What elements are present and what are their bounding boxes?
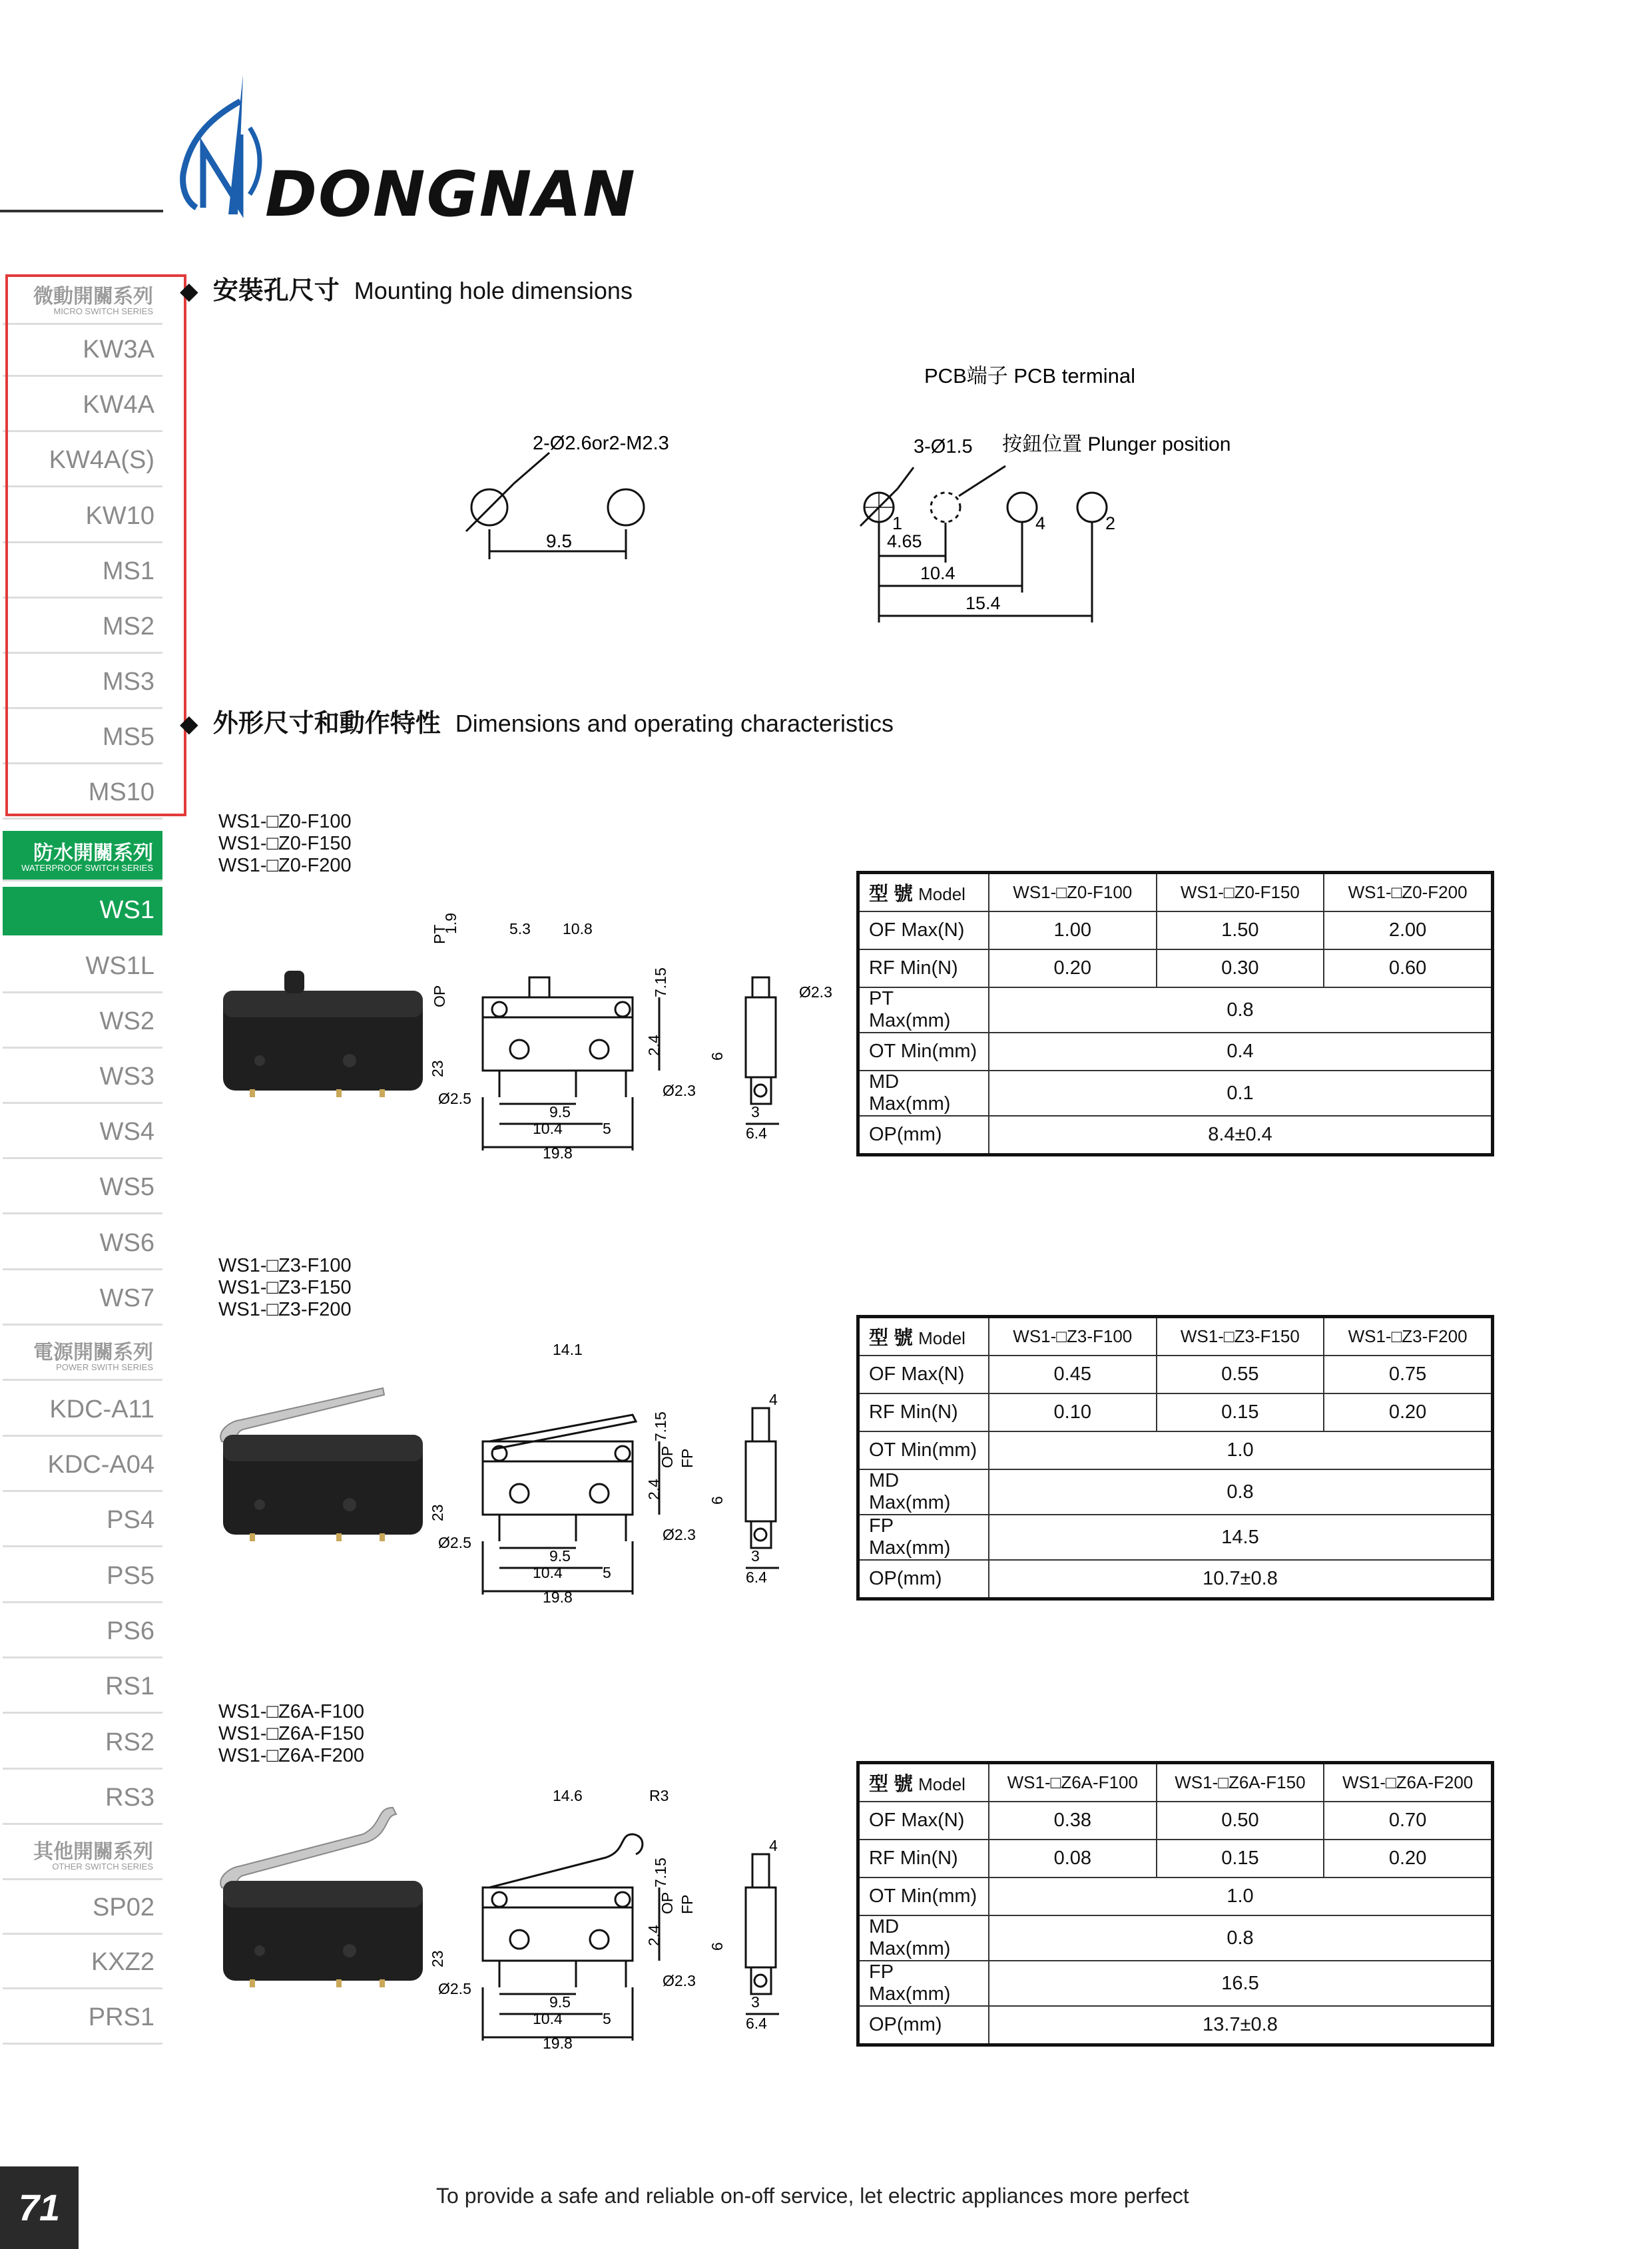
column-header: WS1-□Z6A-F150	[1157, 1763, 1324, 1802]
sidebar-item-label: WS1	[99, 896, 154, 924]
sidebar-item-ps5[interactable]	[3, 1553, 162, 1603]
dimension-label: 5	[603, 1564, 611, 1581]
dimension-label: 2.4	[645, 1479, 663, 1500]
svg-text:2: 2	[1105, 513, 1116, 533]
model-name: WS1-□Z6A-F150	[218, 1723, 364, 1744]
sidebar-item-ms2[interactable]	[3, 603, 162, 654]
dimension-label: 2.4	[645, 1035, 663, 1056]
table-cell: 1.0	[989, 1431, 1493, 1469]
table-row	[858, 2006, 1493, 2045]
table-cell: 13.7±0.8	[989, 2006, 1493, 2045]
dimension-drawing	[429, 897, 832, 1164]
sidebar-item-label: WS5	[99, 1173, 154, 1201]
sidebar-item-label: KW4A	[83, 391, 154, 419]
hole-spec-label: 2-Ø2.6or2-M2.3	[533, 433, 669, 454]
sidebar-item-label: WS3	[99, 1063, 154, 1091]
dimension-label: 6.4	[746, 1569, 767, 1586]
hole-pitch-label: 9.5	[546, 531, 572, 551]
sidebar-item-label: RS2	[105, 1728, 154, 1756]
table-cell: 0.4	[989, 1033, 1493, 1071]
table-cell: 1.0	[989, 1877, 1493, 1915]
spec-table	[856, 1761, 1494, 2047]
table-cell: 0.15	[1157, 1393, 1324, 1431]
dimension-label: 4	[769, 1837, 778, 1854]
sidebar-item-label: PRS1	[88, 2003, 154, 2031]
table-cell: 0.20	[1324, 1393, 1492, 1431]
table-cell: 0.1	[989, 1071, 1493, 1116]
table-row	[858, 1915, 1493, 1961]
pcb-hole-spec-label: 3-Ø1.5	[914, 436, 973, 457]
row-label: OP(mm)	[858, 1560, 989, 1599]
table-cell: 8.4±0.4	[989, 1116, 1493, 1155]
dimension-label: 9.5	[549, 1103, 571, 1121]
sidebar-item-kw4a-s[interactable]	[3, 437, 162, 487]
table-row	[858, 1393, 1493, 1431]
spec-table	[856, 1315, 1494, 1601]
table-cell: 0.30	[1157, 949, 1324, 987]
sidebar-category: 其他開關系列 OTHER SWITCH SERIES	[3, 1830, 162, 1880]
sidebar-item-label: KDC-A04	[47, 1451, 154, 1479]
dimension-label: 10.4	[533, 1120, 563, 1137]
column-header: WS1-□Z0-F150	[1157, 873, 1324, 912]
table-cell: 2.00	[1324, 911, 1492, 949]
switch-photo	[210, 1342, 429, 1541]
sidebar-item-ws5[interactable]	[3, 1164, 162, 1214]
sidebar-item-label: SP02	[93, 1893, 154, 1921]
table-cell: 1.00	[989, 911, 1157, 949]
sidebar-item-ws6[interactable]	[3, 1220, 162, 1270]
sidebar-item-label: PS5	[107, 1562, 154, 1590]
dimension-label: 6.4	[746, 2015, 767, 2032]
table-cell: 0.8	[989, 987, 1493, 1033]
table-header-row: 型 號 Model WS1-□Z3-F100 WS1-□Z3-F150 WS1-□Z3-F200	[858, 1317, 1493, 1356]
dimension-label: OP	[431, 985, 448, 1007]
sidebar-item-rs3[interactable]	[3, 1774, 162, 1825]
dimension-label: FP	[679, 1448, 696, 1468]
svg-text:10.4: 10.4	[920, 563, 956, 583]
brand-logo-icon	[176, 75, 276, 214]
table-row	[858, 911, 1493, 949]
sidebar-item-ws3[interactable]	[3, 1053, 162, 1104]
model-name: WS1-□Z0-F200	[218, 855, 352, 876]
dimension-label: 5	[603, 1120, 611, 1137]
table-cell: 10.7±0.8	[989, 1560, 1493, 1599]
dimensions-heading: ◆ 外形尺寸和動作特性 Dimensions and operating characteristics	[180, 710, 894, 738]
dimension-label: 1.9	[442, 913, 459, 934]
dimension-label: 9.5	[549, 1547, 571, 1565]
dimension-label: 19.8	[543, 2035, 573, 2052]
table-cell: 1.50	[1157, 911, 1324, 949]
spec-table	[856, 871, 1494, 1156]
table-cell: 0.70	[1324, 1802, 1492, 1840]
sidebar-item-label: WS2	[99, 1007, 154, 1035]
sidebar-item-kw3a[interactable]	[3, 326, 162, 377]
row-label: OF Max(N)	[858, 1356, 989, 1393]
sidebar-item-ws7[interactable]	[3, 1275, 162, 1326]
dimension-label: PT	[431, 924, 448, 944]
table-cell: 0.45	[989, 1356, 1157, 1393]
sidebar-item-prs1[interactable]	[3, 1994, 162, 2045]
sidebar-item-label: KW4A(S)	[49, 446, 154, 474]
sidebar-item-label: RS1	[105, 1672, 154, 1700]
sidebar-item-ws2[interactable]	[3, 998, 162, 1049]
sidebar-item-label: MS10	[88, 778, 154, 806]
sidebar-category: 電源開關系列 POWER SWITH SERIES	[3, 1330, 162, 1381]
table-row	[858, 1356, 1493, 1393]
table-cell: 0.8	[989, 1469, 1493, 1515]
column-header: WS1-□Z6A-F200	[1324, 1763, 1492, 1802]
table-row	[858, 987, 1493, 1033]
footer-slogan: To provide a safe and reliable on-off service, let electric appliances more perfect	[436, 2184, 1189, 2208]
dimension-drawing	[429, 1341, 832, 1608]
model-name: WS1-□Z3-F150	[218, 1277, 352, 1298]
dimension-label: 14.6	[553, 1787, 583, 1804]
dimension-label: 2.4	[645, 1925, 663, 1946]
column-header: WS1-□Z3-F200	[1324, 1317, 1492, 1356]
table-cell: 0.50	[1157, 1802, 1324, 1840]
dimension-label: 23	[429, 1950, 446, 1967]
sidebar-item-label: PS6	[107, 1617, 154, 1645]
column-header: WS1-□Z0-F100	[989, 873, 1157, 912]
table-row	[858, 1802, 1493, 1840]
dimension-label: 7.15	[652, 967, 669, 997]
sidebar-item-label: WS1L	[85, 952, 154, 980]
switch-photo	[210, 1788, 429, 1987]
row-label: FP Max(mm)	[858, 1515, 989, 1560]
mounting-heading: ◆ 安裝孔尺寸 Mounting hole dimensions	[180, 277, 633, 305]
sidebar-item-label: MS2	[102, 613, 154, 640]
dimension-label: 5	[603, 2010, 611, 2027]
sidebar-item-label: KXZ2	[91, 1948, 154, 1976]
table-cell: 0.10	[989, 1393, 1157, 1431]
column-header: WS1-□Z6A-F100	[989, 1763, 1157, 1802]
dimension-label: 19.8	[543, 1144, 573, 1162]
sidebar-item-label: WS4	[99, 1118, 154, 1146]
sidebar-item-kxz2[interactable]	[3, 1939, 162, 1989]
plunger-position-label: 按鈕位置 Plunger position	[1002, 433, 1231, 455]
sidebar-item-label: RS3	[105, 1784, 154, 1812]
table-cell: 14.5	[989, 1515, 1493, 1560]
dimension-label: 10.4	[533, 2010, 563, 2027]
dimension-label: 23	[429, 1504, 446, 1521]
table-cell: 0.8	[989, 1915, 1493, 1961]
model-name: WS1-□Z3-F200	[218, 1299, 352, 1320]
table-cell: 0.55	[1157, 1356, 1324, 1393]
sidebar-item-label: KW10	[85, 502, 154, 530]
sidebar-item-label: MS3	[102, 668, 154, 696]
diamond-bullet-icon: ◆	[180, 710, 198, 737]
row-label: RF Min(N)	[858, 1840, 989, 1877]
dimension-label: 9.5	[549, 1993, 571, 2011]
dimension-label: Ø2.5	[438, 1090, 471, 1107]
table-cell: 0.20	[1324, 1840, 1492, 1877]
dimension-label: 23	[429, 1060, 446, 1077]
dimension-label: 6	[708, 1496, 726, 1505]
row-label: MD Max(mm)	[858, 1915, 989, 1961]
dimension-label: 14.1	[553, 1341, 583, 1358]
sidebar-item-label: PS4	[107, 1506, 154, 1534]
sidebar-item-ms10[interactable]	[3, 769, 162, 820]
table-row	[858, 1560, 1493, 1599]
dimension-label: OP	[659, 1891, 676, 1914]
dimension-label: Ø2.3	[799, 983, 832, 1001]
table-row	[858, 1071, 1493, 1116]
row-label: RF Min(N)	[858, 1393, 989, 1431]
header-rule	[0, 210, 163, 212]
model-name: WS1-□Z6A-F200	[218, 1745, 364, 1766]
model-name: WS1-□Z6A-F100	[218, 1701, 364, 1722]
dimension-label: 6	[708, 1942, 726, 1951]
sidebar-item-ms1[interactable]	[3, 548, 162, 599]
row-label: OT Min(mm)	[858, 1877, 989, 1915]
row-label: OP(mm)	[858, 2006, 989, 2045]
row-label: OF Max(N)	[858, 1802, 989, 1840]
dimension-label: 10.4	[533, 1564, 563, 1581]
svg-text:15.4: 15.4	[965, 593, 1001, 613]
sidebar-category: 微動開關系列 MICRO SWITCH SERIES	[3, 274, 162, 325]
svg-text:4.65: 4.65	[887, 531, 922, 551]
page-number: 71	[0, 2166, 79, 2249]
dimension-label: 6.4	[746, 1124, 767, 1142]
table-cell: 0.75	[1324, 1356, 1492, 1393]
sidebar-item-label: WS7	[99, 1284, 154, 1312]
dimension-label: Ø2.3	[663, 1082, 696, 1099]
dimension-label: 7.15	[652, 1858, 669, 1887]
brand-name: DONGNAN	[265, 158, 637, 231]
row-label: RF Min(N)	[858, 949, 989, 987]
table-row	[858, 1961, 1493, 2006]
model-list	[218, 811, 352, 877]
dimension-label: Ø2.3	[663, 1526, 696, 1543]
dimension-label: 3	[751, 1547, 760, 1565]
row-label: OT Min(mm)	[858, 1431, 989, 1469]
row-label: MD Max(mm)	[858, 1071, 989, 1116]
dimension-label: OP	[659, 1445, 676, 1468]
sidebar-item-rs2[interactable]	[3, 1719, 162, 1770]
diamond-bullet-icon: ◆	[180, 277, 198, 304]
sidebar-item-ws1[interactable]	[3, 887, 162, 937]
sidebar-item-ms5[interactable]	[3, 714, 162, 764]
sidebar-category: 防水開關系列 WATERPROOF SWITCH SERIES	[3, 831, 162, 881]
table-row	[858, 1877, 1493, 1915]
row-label: MD Max(mm)	[858, 1469, 989, 1515]
column-header: WS1-□Z3-F150	[1157, 1317, 1324, 1356]
mounting-hole-drawing	[439, 360, 1278, 632]
sidebar-item-kdc-a11[interactable]	[3, 1386, 162, 1437]
row-label: OT Min(mm)	[858, 1033, 989, 1071]
row-label: PT Max(mm)	[858, 987, 989, 1033]
table-cell: 0.20	[989, 949, 1157, 987]
dimension-label: Ø2.3	[663, 1972, 696, 1989]
switch-photo	[210, 897, 429, 1097]
sidebar-item-kdc-a04[interactable]	[3, 1441, 162, 1492]
table-row	[858, 1116, 1493, 1155]
sidebar-item-ws4[interactable]	[3, 1109, 162, 1159]
dimension-label: R3	[649, 1787, 669, 1804]
dimension-label: FP	[679, 1894, 696, 1914]
table-row	[858, 1431, 1493, 1469]
dimension-label: 19.8	[543, 1589, 573, 1606]
model-name: WS1-□Z0-F150	[218, 833, 352, 854]
dimension-drawing	[429, 1787, 832, 2054]
table-header-row: 型 號 Model WS1-□Z6A-F100 WS1-□Z6A-F150 WS1-□Z6A-F200	[858, 1763, 1493, 1802]
sidebar-item-ps4[interactable]	[3, 1497, 162, 1547]
row-label: FP Max(mm)	[858, 1961, 989, 2006]
model-list	[218, 1701, 364, 1767]
dimension-label: 3	[751, 1103, 760, 1121]
model-list	[218, 1255, 352, 1321]
row-label: OF Max(N)	[858, 911, 989, 949]
dimension-label: 6	[708, 1052, 726, 1061]
dimension-label: Ø2.5	[438, 1980, 471, 1997]
dimension-label: 3	[751, 1993, 760, 2011]
sidebar-item-label: MS5	[102, 723, 154, 751]
table-row	[858, 949, 1493, 987]
row-label: OP(mm)	[858, 1116, 989, 1155]
model-name: WS1-□Z0-F100	[218, 811, 352, 832]
sidebar-item-sp02[interactable]	[3, 1884, 162, 1935]
table-cell: 0.15	[1157, 1840, 1324, 1877]
dimension-label: 5.3	[509, 920, 531, 937]
model-name: WS1-□Z3-F100	[218, 1255, 352, 1276]
column-header: WS1-□Z0-F200	[1324, 873, 1492, 912]
table-header-row: 型 號 Model WS1-□Z0-F100 WS1-□Z0-F150 WS1-□Z0-F200	[858, 873, 1493, 912]
sidebar-item-ms3[interactable]	[3, 658, 162, 709]
table-row	[858, 1840, 1493, 1877]
sidebar-item-ws1l[interactable]	[3, 943, 162, 993]
sidebar-item-label: MS1	[102, 557, 154, 585]
sidebar-item-label: WS6	[99, 1229, 154, 1257]
pcb-terminal-label: PCB端子 PCB terminal	[924, 364, 1135, 387]
dimension-label: 10.8	[563, 920, 593, 937]
table-row	[858, 1469, 1493, 1515]
table-cell: 0.60	[1324, 949, 1492, 987]
sidebar-item-label: KDC-A11	[49, 1395, 154, 1423]
svg-text:4: 4	[1035, 513, 1046, 533]
sidebar-item-rs1[interactable]	[3, 1663, 162, 1714]
sidebar-item-label: KW3A	[83, 336, 154, 364]
dimension-label: Ø2.5	[438, 1534, 471, 1551]
table-row	[858, 1033, 1493, 1071]
sidebar-item-ps6[interactable]	[3, 1608, 162, 1658]
table-cell: 0.38	[989, 1802, 1157, 1840]
table-cell: 0.08	[989, 1840, 1157, 1877]
table-cell: 16.5	[989, 1961, 1493, 2006]
dimension-label: 4	[769, 1391, 778, 1408]
column-header: WS1-□Z3-F100	[989, 1317, 1157, 1356]
sidebar-item-kw4a[interactable]	[3, 381, 162, 432]
table-row	[858, 1515, 1493, 1560]
svg-text:1: 1	[892, 513, 903, 533]
sidebar-item-kw10[interactable]	[3, 493, 162, 543]
dimension-label: 7.15	[652, 1411, 669, 1441]
